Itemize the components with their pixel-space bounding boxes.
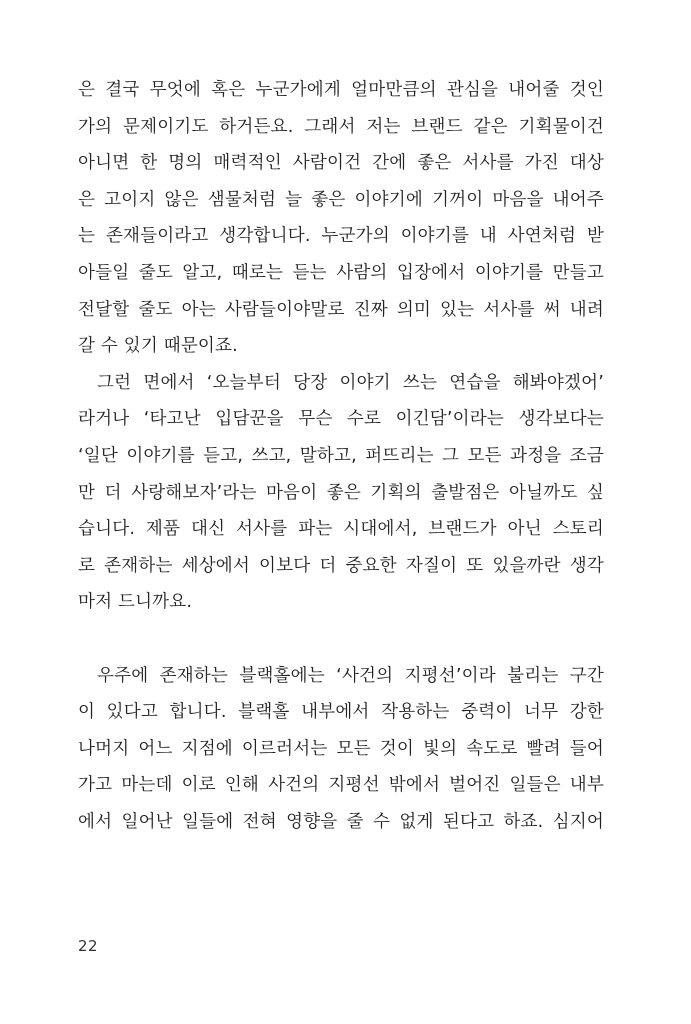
text-line: 마저 드니까요. [78, 592, 193, 613]
text-line: 나머지 어느 지점에 이르러서는 모든 것이 빛의 속도로 빨려 들어 [78, 738, 604, 759]
book-page-body [78, 72, 604, 840]
text-line: 는 존재들이라고 생각합니다. 누군가의 이야기를 내 사연처럼 받 [78, 226, 604, 247]
text-line: 아들일 줄도 알고, 때로는 듣는 사람의 입장에서 이야기를 만들고 [78, 262, 604, 283]
text-line: 가고 마는데 이로 인해 사건의 지평선 밖에서 벌어진 일들은 내부 [78, 775, 604, 796]
text-line: 에서 일어난 일들에 전혀 영향을 줄 수 없게 된다고 하죠. 심지어 [78, 811, 604, 832]
text-line: 은 고이지 않은 샘물처럼 늘 좋은 이야기에 기꺼이 마음을 내어주 [78, 189, 604, 210]
text-line: 습니다. 제품 대신 서사를 파는 시대에서, 브랜드가 아닌 스토리 [78, 519, 604, 540]
text-line: 만 더 사랑해보자’라는 마음이 좋은 기획의 출발점은 아닐까도 싶 [78, 482, 604, 503]
text-line: ‘일단 이야기를 듣고, 쓰고, 말하고, 퍼뜨리는 그 모든 과정을 조금 [78, 445, 604, 466]
paragraph-1 [78, 72, 604, 365]
section-break [78, 621, 604, 658]
text-line: 로 존재하는 세상에서 이보다 더 중요한 자질이 또 있을까란 생각 [78, 555, 604, 576]
text-line: 그런 면에서 ‘오늘부터 당장 이야기 쓰는 연습을 해봐야겠어’ [97, 372, 604, 393]
text-line: 갈 수 있기 때문이죠. [78, 336, 238, 357]
text-line: 우주에 존재하는 블랙홀에는 ‘사건의 지평선’이라 불리는 구간 [97, 665, 604, 686]
text-line: 전달할 줄도 아는 사람들이야말로 진짜 의미 있는 서사를 써 내려 [78, 299, 604, 320]
text-line: 이 있다고 합니다. 블랙홀 내부에서 작용하는 중력이 너무 강한 [78, 702, 604, 723]
page-number: 22 [78, 937, 99, 955]
text-line: 아니면 한 명의 매력적인 사람이건 간에 좋은 서사를 가진 대상 [78, 153, 604, 174]
text-line: 가의 문제이기도 하거든요. 그래서 저는 브랜드 같은 기획물이건 [78, 116, 604, 137]
paragraph-3 [78, 658, 604, 841]
paragraph-2 [78, 365, 604, 621]
text-line: 은 결국 무엇에 혹은 누군가에게 얼마만큼의 관심을 내어줄 것인 [78, 80, 604, 100]
text-line: 라거나 ‘타고난 입담꾼을 무슨 수로 이긴담’이라는 생각보다는 [78, 409, 604, 430]
